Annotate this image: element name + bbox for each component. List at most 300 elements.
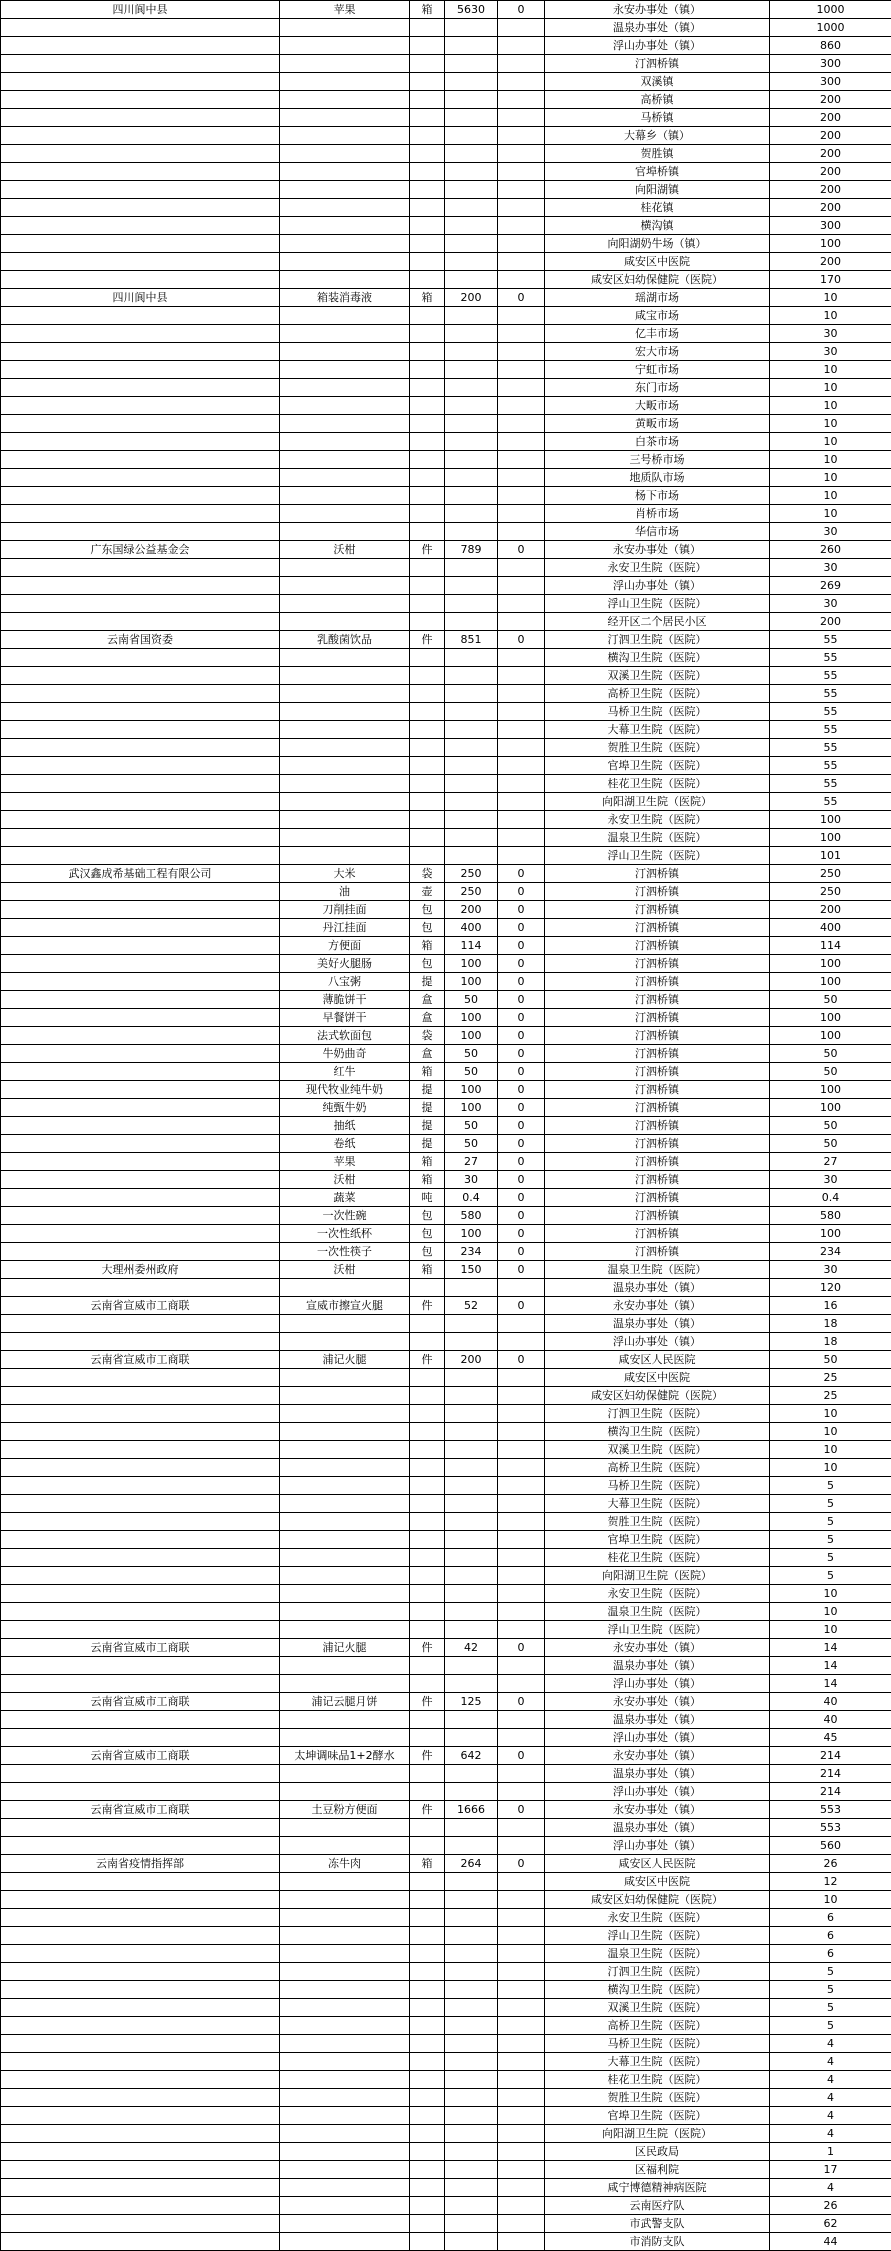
zero-cell — [498, 1891, 545, 1909]
unit-cell — [410, 523, 445, 541]
zero-cell — [498, 559, 545, 577]
table-row — [1, 1549, 891, 1567]
unit-cell — [410, 595, 445, 613]
zero-cell — [498, 523, 545, 541]
amount-cell — [445, 181, 498, 199]
quantity-cell: 30 — [770, 1171, 891, 1189]
unit-cell — [410, 469, 445, 487]
table-body — [1, 1, 891, 2251]
unit-cell — [410, 847, 445, 865]
donor-cell: 武汉鑫成希基础工程有限公司 — [1, 865, 280, 883]
amount-cell — [445, 343, 498, 361]
zero-cell — [498, 217, 545, 235]
item-cell: 浦记云腿月饼 — [280, 1693, 410, 1711]
table-row — [1, 685, 891, 703]
table-row — [1, 181, 891, 199]
table-row — [1, 1207, 891, 1225]
recipient-cell: 桂花镇 — [545, 199, 770, 217]
table-row — [1, 2179, 891, 2197]
recipient-cell: 东门市场 — [545, 379, 770, 397]
donor-cell — [1, 2125, 280, 2143]
recipient-cell: 温泉办事处（镇） — [545, 1711, 770, 1729]
zero-cell — [498, 253, 545, 271]
recipient-cell: 浮山办事处（镇） — [545, 577, 770, 595]
unit-cell — [410, 1513, 445, 1531]
unit-cell — [410, 1891, 445, 1909]
item-cell — [280, 703, 410, 721]
donor-cell — [1, 1027, 280, 1045]
donor-cell — [1, 307, 280, 325]
donor-cell — [1, 1171, 280, 1189]
item-cell — [280, 19, 410, 37]
donor-cell — [1, 343, 280, 361]
quantity-cell: 27 — [770, 1153, 891, 1171]
recipient-cell: 汀泗桥镇 — [545, 955, 770, 973]
amount-cell — [445, 757, 498, 775]
recipient-cell: 咸安区中医院 — [545, 1873, 770, 1891]
quantity-cell: 26 — [770, 2197, 891, 2215]
unit-cell — [410, 1531, 445, 1549]
item-cell — [280, 1279, 410, 1297]
table-row — [1, 1891, 891, 1909]
amount-cell — [445, 73, 498, 91]
quantity-cell: 25 — [770, 1369, 891, 1387]
quantity-cell: 114 — [770, 937, 891, 955]
quantity-cell: 1000 — [770, 1, 891, 19]
zero-cell: 0 — [498, 883, 545, 901]
recipient-cell: 永安办事处（镇） — [545, 1801, 770, 1819]
amount-cell: 50 — [445, 1045, 498, 1063]
amount-cell — [445, 595, 498, 613]
donor-cell — [1, 829, 280, 847]
amount-cell — [445, 721, 498, 739]
item-cell — [280, 2071, 410, 2089]
item-cell: 牛奶曲奇 — [280, 1045, 410, 1063]
quantity-cell: 300 — [770, 55, 891, 73]
quantity-cell: 214 — [770, 1783, 891, 1801]
item-cell — [280, 1909, 410, 1927]
donor-cell — [1, 847, 280, 865]
unit-cell — [410, 2107, 445, 2125]
unit-cell — [410, 505, 445, 523]
donor-cell — [1, 991, 280, 1009]
unit-cell — [410, 739, 445, 757]
amount-cell — [445, 37, 498, 55]
donor-cell — [1, 1891, 280, 1909]
donor-cell — [1, 1333, 280, 1351]
amount-cell — [445, 2125, 498, 2143]
item-cell — [280, 577, 410, 595]
unit-cell — [410, 2233, 445, 2251]
unit-cell — [410, 163, 445, 181]
amount-cell — [445, 1819, 498, 1837]
donor-cell — [1, 2089, 280, 2107]
donor-cell — [1, 1567, 280, 1585]
donor-cell — [1, 1387, 280, 1405]
quantity-cell: 12 — [770, 1873, 891, 1891]
table-row — [1, 1819, 891, 1837]
amount-cell — [445, 361, 498, 379]
table-row — [1, 2017, 891, 2035]
table-row — [1, 1855, 891, 1873]
quantity-cell: 100 — [770, 1225, 891, 1243]
recipient-cell: 亿丰市场 — [545, 325, 770, 343]
quantity-cell: 6 — [770, 1909, 891, 1927]
unit-cell — [410, 667, 445, 685]
donor-cell — [1, 19, 280, 37]
recipient-cell: 桂花卫生院（医院） — [545, 1549, 770, 1567]
donor-cell — [1, 469, 280, 487]
recipient-cell: 市武警支队 — [545, 2215, 770, 2233]
item-cell: 红牛 — [280, 1063, 410, 1081]
quantity-cell: 100 — [770, 955, 891, 973]
amount-cell — [445, 2143, 498, 2161]
item-cell — [280, 1729, 410, 1747]
donor-cell — [1, 1009, 280, 1027]
zero-cell: 0 — [498, 1153, 545, 1171]
donor-cell — [1, 325, 280, 343]
amount-cell — [445, 685, 498, 703]
zero-cell: 0 — [498, 1351, 545, 1369]
recipient-cell: 马桥卫生院（医院） — [545, 2035, 770, 2053]
item-cell: 刀削挂面 — [280, 901, 410, 919]
unit-cell — [410, 2071, 445, 2089]
zero-cell — [498, 1585, 545, 1603]
donor-cell — [1, 613, 280, 631]
amount-cell: 114 — [445, 937, 498, 955]
table-row — [1, 91, 891, 109]
unit-cell — [410, 109, 445, 127]
quantity-cell: 4 — [770, 2125, 891, 2143]
table-row — [1, 433, 891, 451]
donor-cell — [1, 1477, 280, 1495]
amount-cell — [445, 1963, 498, 1981]
donor-cell — [1, 181, 280, 199]
recipient-cell: 永安卫生院（医院） — [545, 559, 770, 577]
table-row — [1, 2089, 891, 2107]
zero-cell: 0 — [498, 865, 545, 883]
zero-cell — [498, 2233, 545, 2251]
recipient-cell: 高桥卫生院（医院） — [545, 2017, 770, 2035]
unit-cell — [410, 397, 445, 415]
donor-cell — [1, 379, 280, 397]
zero-cell — [498, 1315, 545, 1333]
recipient-cell: 官埠卫生院（医院） — [545, 1531, 770, 1549]
recipient-cell: 区民政局 — [545, 2143, 770, 2161]
table-row — [1, 2161, 891, 2179]
quantity-cell: 5 — [770, 1495, 891, 1513]
recipient-cell: 汀泗桥镇 — [545, 1189, 770, 1207]
recipient-cell: 汀泗卫生院（医院） — [545, 1405, 770, 1423]
zero-cell — [498, 1621, 545, 1639]
item-cell: 沃柑 — [280, 1171, 410, 1189]
quantity-cell: 40 — [770, 1711, 891, 1729]
item-cell — [280, 2125, 410, 2143]
zero-cell — [498, 703, 545, 721]
table-row — [1, 1135, 891, 1153]
donor-cell: 云南省国资委 — [1, 631, 280, 649]
donor-cell: 云南省宣威市工商联 — [1, 1351, 280, 1369]
quantity-cell: 17 — [770, 2161, 891, 2179]
zero-cell — [498, 685, 545, 703]
zero-cell — [498, 73, 545, 91]
zero-cell: 0 — [498, 991, 545, 1009]
quantity-cell: 25 — [770, 1387, 891, 1405]
table-row — [1, 1117, 891, 1135]
unit-cell: 件 — [410, 541, 445, 559]
amount-cell — [445, 1531, 498, 1549]
unit-cell — [410, 145, 445, 163]
zero-cell — [498, 739, 545, 757]
item-cell — [280, 1495, 410, 1513]
quantity-cell: 0.4 — [770, 1189, 891, 1207]
zero-cell — [498, 1927, 545, 1945]
amount-cell — [445, 415, 498, 433]
quantity-cell: 10 — [770, 469, 891, 487]
amount-cell — [445, 559, 498, 577]
recipient-cell: 贺胜卫生院（医院） — [545, 2089, 770, 2107]
item-cell — [280, 2107, 410, 2125]
item-cell: 抽纸 — [280, 1117, 410, 1135]
quantity-cell: 30 — [770, 325, 891, 343]
amount-cell — [445, 1945, 498, 1963]
unit-cell: 箱 — [410, 937, 445, 955]
zero-cell — [498, 1675, 545, 1693]
item-cell: 土豆粉方便面 — [280, 1801, 410, 1819]
donor-cell: 云南省宣威市工商联 — [1, 1693, 280, 1711]
item-cell — [280, 595, 410, 613]
unit-cell — [410, 1333, 445, 1351]
quantity-cell: 101 — [770, 847, 891, 865]
quantity-cell: 30 — [770, 559, 891, 577]
zero-cell: 0 — [498, 1801, 545, 1819]
unit-cell — [410, 379, 445, 397]
item-cell — [280, 1927, 410, 1945]
unit-cell — [410, 2089, 445, 2107]
unit-cell — [410, 811, 445, 829]
recipient-cell: 温泉卫生院（医院） — [545, 1261, 770, 1279]
unit-cell — [410, 1999, 445, 2017]
item-cell — [280, 163, 410, 181]
recipient-cell: 汀泗桥镇 — [545, 865, 770, 883]
item-cell — [280, 523, 410, 541]
unit-cell — [410, 613, 445, 631]
donor-cell — [1, 505, 280, 523]
table-row — [1, 217, 891, 235]
donor-cell — [1, 775, 280, 793]
table-row — [1, 1225, 891, 1243]
amount-cell — [445, 613, 498, 631]
unit-cell: 箱 — [410, 1261, 445, 1279]
donor-cell: 云南省宣威市工商联 — [1, 1801, 280, 1819]
unit-cell: 箱 — [410, 1, 445, 19]
item-cell — [280, 397, 410, 415]
recipient-cell: 汀泗桥镇 — [545, 1207, 770, 1225]
item-cell — [280, 1621, 410, 1639]
zero-cell — [498, 1765, 545, 1783]
donor-cell — [1, 1135, 280, 1153]
item-cell — [280, 1837, 410, 1855]
amount-cell — [445, 1369, 498, 1387]
zero-cell — [498, 2161, 545, 2179]
zero-cell: 0 — [498, 289, 545, 307]
recipient-cell: 浮山办事处（镇） — [545, 1729, 770, 1747]
donor-cell — [1, 2215, 280, 2233]
quantity-cell: 170 — [770, 271, 891, 289]
donor-cell: 云南省宣威市工商联 — [1, 1639, 280, 1657]
amount-cell — [445, 2035, 498, 2053]
donor-cell — [1, 2161, 280, 2179]
donor-cell — [1, 2107, 280, 2125]
amount-cell — [445, 2179, 498, 2197]
item-cell: 苹果 — [280, 1, 410, 19]
amount-cell: 789 — [445, 541, 498, 559]
item-cell — [280, 127, 410, 145]
quantity-cell: 5 — [770, 1567, 891, 1585]
table-row — [1, 649, 891, 667]
amount-cell — [445, 1909, 498, 1927]
item-cell: 卷纸 — [280, 1135, 410, 1153]
quantity-cell: 30 — [770, 595, 891, 613]
zero-cell — [498, 811, 545, 829]
quantity-cell: 100 — [770, 1099, 891, 1117]
unit-cell: 吨 — [410, 1189, 445, 1207]
amount-cell — [445, 307, 498, 325]
zero-cell: 0 — [498, 1693, 545, 1711]
zero-cell — [498, 235, 545, 253]
amount-cell — [445, 2161, 498, 2179]
table-row — [1, 1189, 891, 1207]
unit-cell: 箱 — [410, 289, 445, 307]
unit-cell — [410, 55, 445, 73]
recipient-cell: 浮山办事处（镇） — [545, 1333, 770, 1351]
table-row — [1, 73, 891, 91]
zero-cell — [498, 2125, 545, 2143]
table-row — [1, 1009, 891, 1027]
table-row — [1, 361, 891, 379]
zero-cell — [498, 613, 545, 631]
zero-cell — [498, 2053, 545, 2071]
zero-cell — [498, 1603, 545, 1621]
recipient-cell: 温泉卫生院（医院） — [545, 1945, 770, 1963]
amount-cell: 50 — [445, 1135, 498, 1153]
quantity-cell: 14 — [770, 1657, 891, 1675]
zero-cell: 0 — [498, 1225, 545, 1243]
table-row — [1, 37, 891, 55]
recipient-cell: 黄畈市场 — [545, 415, 770, 433]
amount-cell — [445, 2197, 498, 2215]
recipient-cell: 汀泗桥镇 — [545, 1009, 770, 1027]
item-cell — [280, 55, 410, 73]
amount-cell — [445, 19, 498, 37]
item-cell: 浦记火腿 — [280, 1351, 410, 1369]
zero-cell — [498, 1963, 545, 1981]
unit-cell — [410, 1945, 445, 1963]
donor-cell — [1, 1063, 280, 1081]
recipient-cell: 汀泗桥镇 — [545, 1045, 770, 1063]
recipient-cell: 大幕卫生院（医院） — [545, 721, 770, 739]
quantity-cell: 30 — [770, 343, 891, 361]
donor-cell — [1, 1657, 280, 1675]
recipient-cell: 咸宝市场 — [545, 307, 770, 325]
quantity-cell: 120 — [770, 1279, 891, 1297]
zero-cell — [498, 1279, 545, 1297]
unit-cell — [410, 1819, 445, 1837]
item-cell — [280, 2161, 410, 2179]
amount-cell: 52 — [445, 1297, 498, 1315]
amount-cell: 200 — [445, 901, 498, 919]
unit-cell — [410, 1423, 445, 1441]
item-cell — [280, 325, 410, 343]
item-cell — [280, 2089, 410, 2107]
unit-cell — [410, 1837, 445, 1855]
table-row — [1, 505, 891, 523]
unit-cell — [410, 2179, 445, 2197]
amount-cell — [445, 217, 498, 235]
item-cell — [280, 1549, 410, 1567]
table-row — [1, 2053, 891, 2071]
unit-cell — [410, 829, 445, 847]
item-cell: 大米 — [280, 865, 410, 883]
item-cell — [280, 1333, 410, 1351]
zero-cell — [498, 721, 545, 739]
unit-cell: 箱 — [410, 1171, 445, 1189]
item-cell — [280, 1711, 410, 1729]
zero-cell — [498, 163, 545, 181]
zero-cell: 0 — [498, 901, 545, 919]
unit-cell — [410, 1387, 445, 1405]
recipient-cell: 咸安区中医院 — [545, 1369, 770, 1387]
table-row — [1, 1675, 891, 1693]
item-cell — [280, 685, 410, 703]
donor-cell — [1, 1315, 280, 1333]
amount-cell — [445, 775, 498, 793]
quantity-cell: 62 — [770, 2215, 891, 2233]
table-row — [1, 901, 891, 919]
quantity-cell: 1000 — [770, 19, 891, 37]
amount-cell: 250 — [445, 865, 498, 883]
recipient-cell: 咸安区中医院 — [545, 253, 770, 271]
zero-cell — [498, 199, 545, 217]
item-cell: 冻牛肉 — [280, 1855, 410, 1873]
recipient-cell: 瑶湖市场 — [545, 289, 770, 307]
recipient-cell: 高桥卫生院（医院） — [545, 1459, 770, 1477]
donor-cell — [1, 1729, 280, 1747]
item-cell — [280, 721, 410, 739]
item-cell: 丹江挂面 — [280, 919, 410, 937]
item-cell: 油 — [280, 883, 410, 901]
item-cell — [280, 667, 410, 685]
zero-cell: 0 — [498, 1171, 545, 1189]
amount-cell — [445, 163, 498, 181]
amount-cell — [445, 1873, 498, 1891]
table-row — [1, 739, 891, 757]
amount-cell — [445, 235, 498, 253]
zero-cell: 0 — [498, 1189, 545, 1207]
item-cell — [280, 361, 410, 379]
quantity-cell: 5 — [770, 1981, 891, 1999]
unit-cell — [410, 649, 445, 667]
donor-cell — [1, 2035, 280, 2053]
donor-cell — [1, 1999, 280, 2017]
amount-cell — [445, 703, 498, 721]
quantity-cell: 10 — [770, 1621, 891, 1639]
recipient-cell: 浮山卫生院（医院） — [545, 847, 770, 865]
zero-cell: 0 — [498, 1117, 545, 1135]
recipient-cell: 汀泗桥镇 — [545, 973, 770, 991]
table-row — [1, 1351, 891, 1369]
item-cell — [280, 1405, 410, 1423]
